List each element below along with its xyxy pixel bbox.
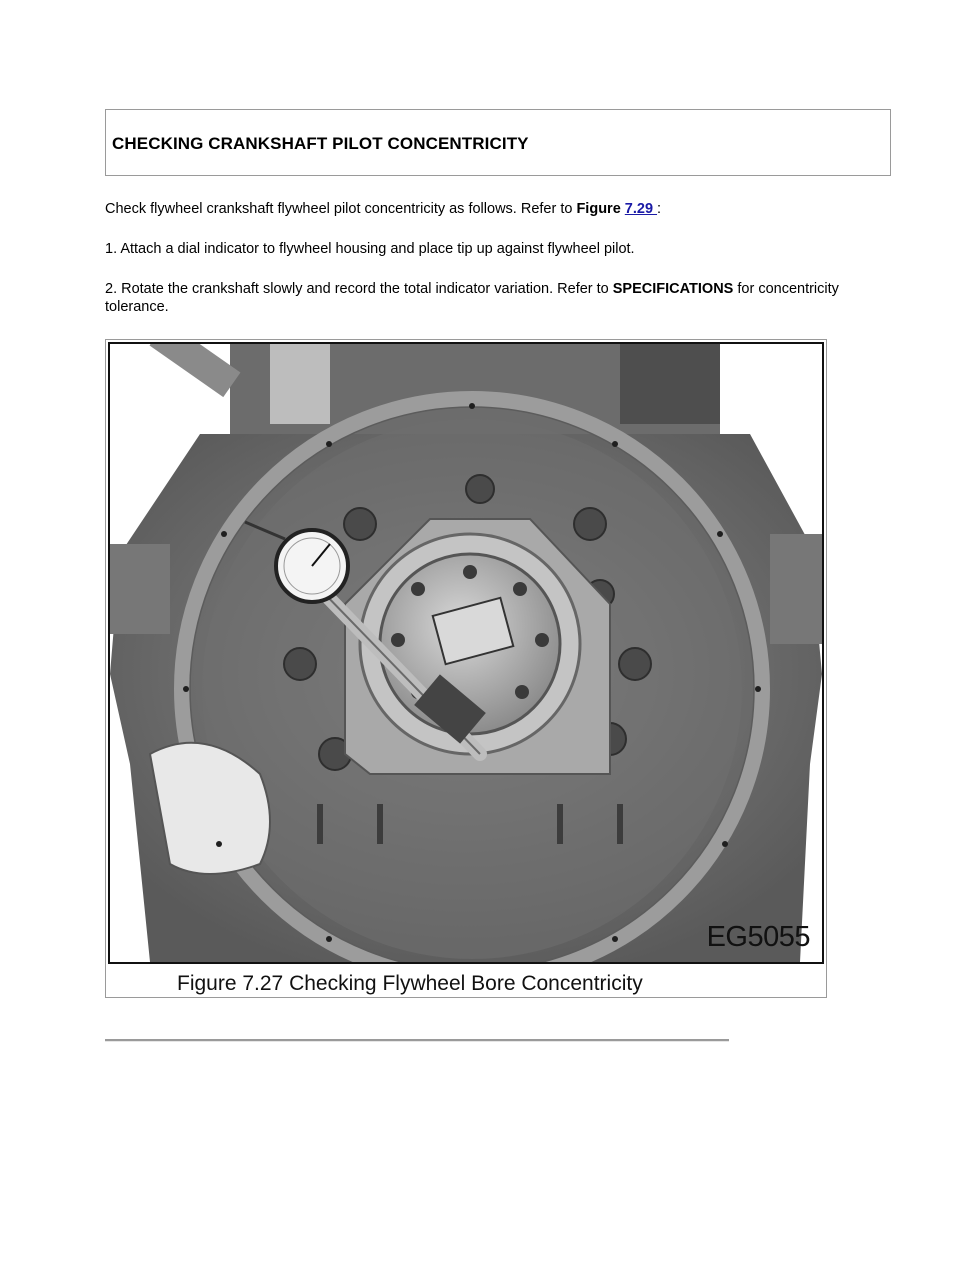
horizontal-rule xyxy=(105,1039,729,1042)
intro-suffix: : xyxy=(657,201,662,217)
flywheel-housing-illustration xyxy=(110,344,822,962)
step-2-text: 2. Rotate the crankshaft slowly and record the total indicator variation. Refer to xyxy=(105,281,613,297)
pipe xyxy=(270,344,330,424)
specifications-ref: SPECIFICATIONS xyxy=(612,281,734,297)
mount-bracket xyxy=(770,534,822,644)
intro-paragraph xyxy=(105,200,865,218)
pipe xyxy=(150,344,241,397)
mount-bracket xyxy=(110,544,170,634)
step-1: 1. Attach a dial indicator to flywheel housing and place tip up against flywheel pilot. xyxy=(105,241,635,257)
heading-box xyxy=(105,109,891,176)
cover xyxy=(620,344,720,424)
figure-word: Figure xyxy=(576,201,621,217)
figure-box xyxy=(105,339,827,998)
figure-link[interactable]: 7.29 xyxy=(624,201,658,217)
image-code: EG5055 xyxy=(706,921,810,953)
step-2-tail: for concentricity tolerance. xyxy=(105,281,839,315)
engine-photo xyxy=(108,342,824,964)
page-title: CHECKING CRANKSHAFT PILOT CONCENTRICITY xyxy=(112,134,529,153)
intro-text: Check flywheel crankshaft flywheel pilot concentricity as follows. Refer to xyxy=(105,201,577,217)
step-2 xyxy=(105,280,845,316)
figure-caption: Figure 7.27 Checking Flywheel Bore Concentricity xyxy=(177,972,643,995)
